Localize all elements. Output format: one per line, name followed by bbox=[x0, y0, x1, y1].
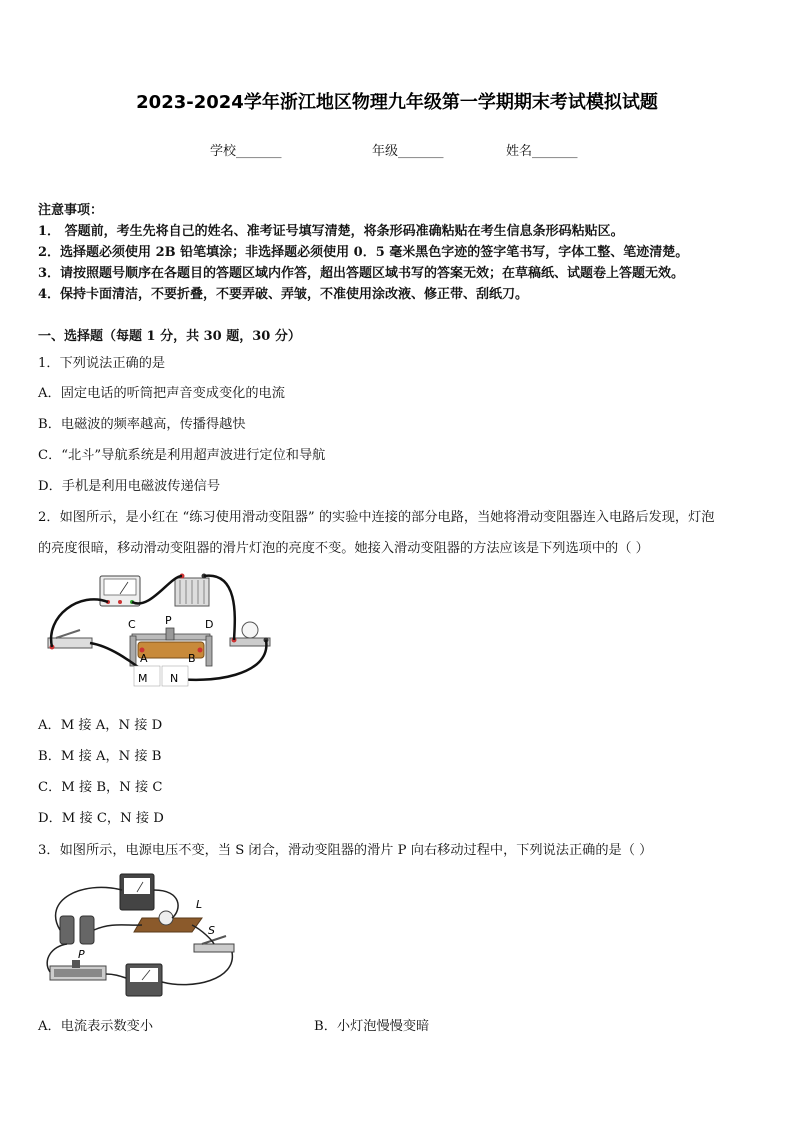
question-2-option-d: D．M 接 C，N 接 D bbox=[38, 811, 164, 826]
question-2-stem-line2: 的亮度很暗，移动滑动变阻器的滑片灯泡的亮度不变。她接入滑动变阻器的方法应该是下列选项中的（ ） bbox=[38, 541, 649, 556]
figure-label-b: B bbox=[188, 652, 196, 665]
notice-item: 4．保持卡面清洁，不要折叠，不要弄破、弄皱，不准使用涂改液、修正带、刮纸刀。 bbox=[38, 287, 529, 302]
section-heading: 一、选择题（每题 1 分，共 30 题，30 分） bbox=[38, 329, 301, 344]
figure-label-d: D bbox=[205, 618, 214, 631]
question-1-option-a: A．固定电话的听筒把声音变成变化的电流 bbox=[38, 386, 285, 401]
figure-label-a: A bbox=[140, 652, 148, 665]
question-3-circuit-figure bbox=[42, 870, 242, 1000]
question-2-stem-line1: 2．如图所示，是小红在 “练习使用滑动变阻器” 的实验中连接的部分电路，当她将滑动变阻器连入电路后发现，灯泡 bbox=[38, 510, 715, 525]
page-title: 2023-2024学年浙江地区物理九年级第一学期期末考试模拟试题 bbox=[136, 92, 658, 113]
notice-item: 2．选择题必须使用 2B 铅笔填涂；非选择题必须使用 0．5 毫米黑色字迹的签字笔书写，字体工整、笔迹清楚。 bbox=[38, 245, 689, 260]
question-1-option-d: D．手机是利用电磁波传递信号 bbox=[38, 479, 221, 494]
question-1-option-c: C．“北斗”导航系统是利用超声波进行定位和导航 bbox=[38, 448, 326, 463]
notice-item: 3．请按照题号顺序在各题目的答题区域内作答，超出答题区域书写的答案无效；在草稿纸、试题卷上答题无效。 bbox=[38, 266, 685, 281]
question-3-option-b: B．小灯泡慢慢变暗 bbox=[314, 1019, 430, 1034]
question-2-option-a: A．M 接 A，N 接 D bbox=[38, 718, 163, 733]
notice-heading: 注意事项： bbox=[38, 203, 104, 218]
figure-label-c: C bbox=[128, 618, 136, 631]
name-field: 姓名_______ bbox=[506, 144, 578, 159]
question-1-stem: 1．下列说法正确的是 bbox=[38, 356, 166, 371]
figure-label-n: N bbox=[170, 672, 179, 685]
question-3-option-a: A．电流表示数变小 bbox=[38, 1019, 154, 1034]
figure-label-m: M bbox=[138, 672, 148, 685]
notice-item: 1． 答题前，考生先将自己的姓名、准考证号填写清楚，将条形码准确粘贴在考生信息条形码粘贴区。 bbox=[38, 224, 624, 239]
figure-label-l: L bbox=[196, 898, 203, 911]
question-1-option-b: B．电磁波的频率越高，传播得越快 bbox=[38, 417, 246, 432]
question-2-circuit-figure bbox=[40, 566, 280, 694]
figure-label-p: P bbox=[78, 948, 85, 961]
figure-label-s: S bbox=[208, 924, 215, 937]
figure-label-p: P bbox=[165, 614, 172, 627]
question-3-stem: 3．如图所示，电源电压不变，当 S 闭合，滑动变阻器的滑片 P 向右移动过程中，下列说法正确的是（ ） bbox=[38, 843, 653, 858]
question-2-option-c: C．M 接 B，N 接 C bbox=[38, 780, 163, 795]
school-field: 学校_______ bbox=[210, 144, 282, 159]
question-2-option-b: B．M 接 A，N 接 B bbox=[38, 749, 162, 764]
grade-field: 年级_______ bbox=[372, 144, 444, 159]
